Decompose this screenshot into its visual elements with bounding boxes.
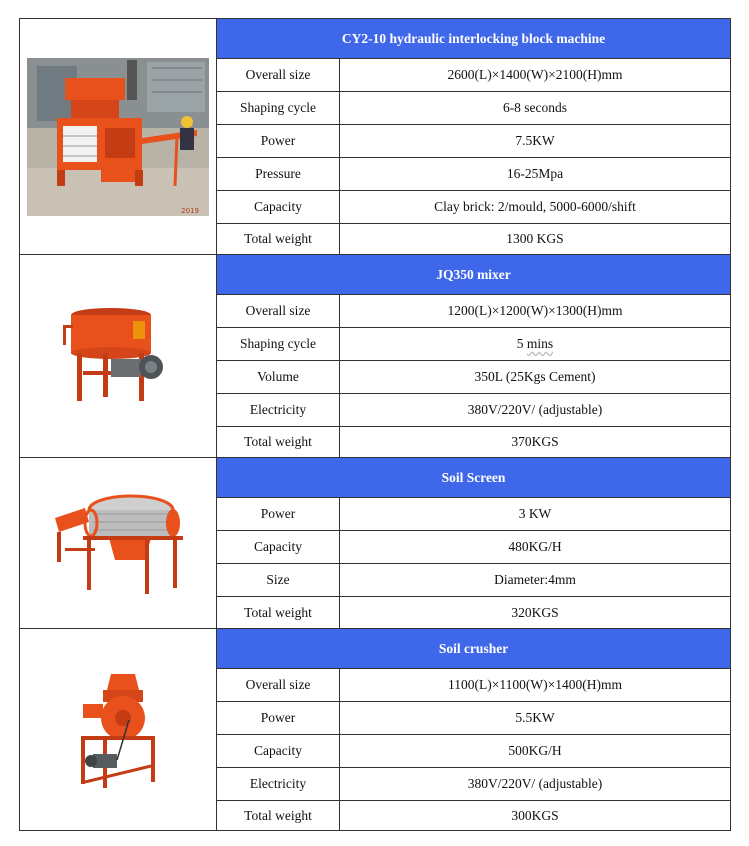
spec-value: 480KG/H — [508, 539, 562, 554]
spec-key: Volume — [217, 361, 340, 393]
machine-title: Soil Screen — [217, 458, 730, 498]
spec-value: 370KGS — [511, 434, 559, 449]
block-machine-photo — [27, 58, 209, 216]
photo-cell — [20, 629, 217, 830]
spec-key: Overall size — [217, 59, 340, 91]
spec-value: 2600(L)×1400(W)×2100(H)mm — [447, 67, 623, 82]
spec-value: 380V/220V/ (adjustable) — [467, 776, 603, 791]
spec-value: 300KGS — [511, 807, 559, 823]
spec-value: 6-8 seconds — [502, 100, 568, 115]
spec-row — [217, 702, 730, 735]
spec-row — [217, 669, 730, 702]
spec-row — [217, 735, 730, 768]
spec-value: 1300 KGS — [506, 231, 564, 246]
spec-key: Total weight — [217, 224, 340, 254]
mixer-photo — [63, 301, 173, 411]
spec-key: Total weight — [217, 801, 340, 830]
spec-value: 16-25Mpa — [506, 166, 564, 181]
spec-table — [217, 629, 730, 830]
spec-key: Shaping cycle — [217, 328, 340, 360]
spec-sheet — [19, 18, 731, 831]
spec-value: 380V/220V/ (adjustable) — [467, 402, 603, 417]
spec-row — [217, 801, 730, 830]
spec-key: Shaping cycle — [217, 92, 340, 124]
spec-row — [217, 427, 730, 457]
soil-screen-photo — [53, 488, 183, 598]
spec-row — [217, 394, 730, 427]
spec-key: Capacity — [217, 531, 340, 563]
photo-cell — [20, 255, 217, 457]
spec-key: Pressure — [217, 158, 340, 190]
spec-value: 3 KW — [518, 506, 552, 521]
spec-row — [217, 361, 730, 394]
spec-key: Power — [217, 125, 340, 157]
spec-key: Total weight — [217, 597, 340, 628]
spec-value: 1100(L)×1100(W)×1400(H)mm — [448, 677, 622, 692]
spec-key: Overall size — [217, 295, 340, 327]
photo-cell — [20, 19, 217, 254]
spec-row — [217, 125, 730, 158]
spec-value: Clay brick: 2/mould, 5000-6000/shift — [434, 199, 636, 214]
spec-row — [217, 597, 730, 628]
spec-value: 350L (25Kgs Cement) — [474, 369, 596, 384]
photo-cell — [20, 458, 217, 628]
machine-block-jq350 — [19, 254, 731, 457]
machine-block-soil-crusher — [19, 628, 731, 831]
spec-row — [217, 295, 730, 328]
spec-value: 5.5KW — [515, 710, 555, 725]
spec-value: 1200(L)×1200(W)×1300(H)mm — [447, 303, 623, 318]
spec-row — [217, 328, 730, 361]
spec-key: Capacity — [217, 735, 340, 767]
photo-watermark: 2019 — [181, 206, 199, 215]
machine-block-soil-screen — [19, 457, 731, 628]
spec-table — [217, 255, 730, 457]
spec-value-number: 5 — [516, 336, 527, 351]
machine-title: JQ350 mixer — [217, 255, 730, 295]
spec-row — [217, 59, 730, 92]
spec-table — [217, 19, 730, 254]
spec-row — [217, 92, 730, 125]
spec-row — [217, 498, 730, 531]
spec-row — [217, 564, 730, 597]
spec-row — [217, 531, 730, 564]
spec-value: Diameter:4mm — [494, 572, 576, 587]
spec-value: 500KG/H — [508, 743, 562, 758]
spec-key: Size — [217, 564, 340, 596]
spec-key: Electricity — [217, 394, 340, 426]
spec-value: 7.5KW — [515, 133, 555, 148]
machine-title: CY2-10 hydraulic interlocking block machine — [217, 19, 730, 59]
spec-row — [217, 191, 730, 224]
spec-row — [217, 768, 730, 801]
soil-crusher-photo — [73, 670, 163, 790]
machine-block-cy2-10 — [19, 18, 731, 254]
spec-key: Overall size — [217, 669, 340, 701]
spec-table — [217, 458, 730, 628]
spec-key: Capacity — [217, 191, 340, 223]
spec-key: Power — [217, 498, 340, 530]
spec-key: Total weight — [217, 427, 340, 457]
spec-key: Electricity — [217, 768, 340, 800]
spec-value — [340, 328, 730, 360]
spec-row — [217, 224, 730, 254]
spec-value-unit: mins — [526, 336, 554, 351]
spec-row — [217, 158, 730, 191]
spec-key: Power — [217, 702, 340, 734]
machine-title: Soil crusher — [217, 629, 730, 669]
spec-value: 320KGS — [511, 604, 559, 620]
